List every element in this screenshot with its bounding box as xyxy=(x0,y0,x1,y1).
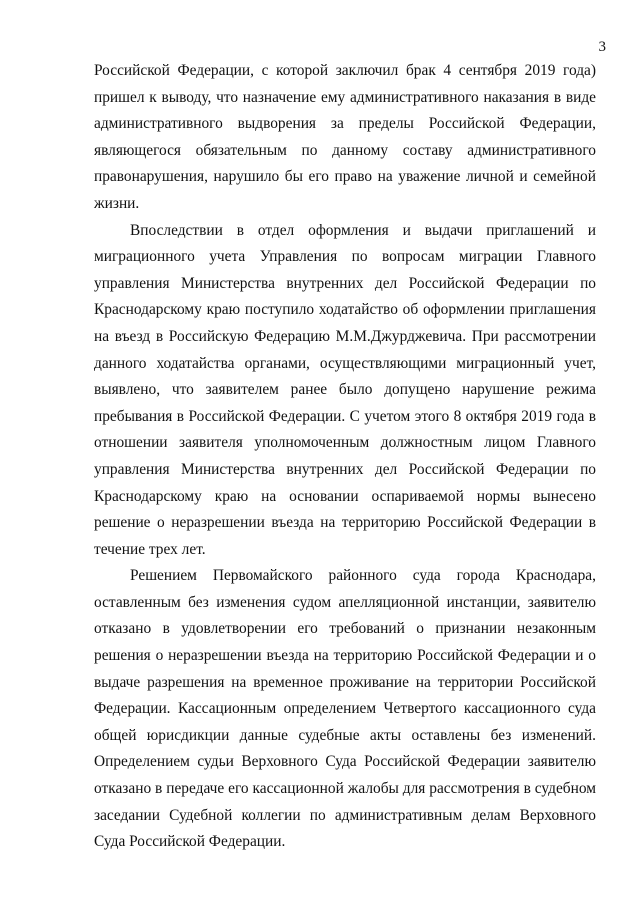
page-number: 3 xyxy=(598,39,606,55)
paragraph-entry-ban: Впоследствии в отдел оформления и выдачи приглашений и миграционного учета Управления по вопросам миграции Главного управления Министерства внутренних дел Российской Федерации по Краснодарскому краю поступило ходатайство об оформлении приглашения на въезд в Российскую Федерацию М.М.Джурджевича. При рассмотрении данного ходатайства органами, осуществляющими миграционный учет, выявлено, что заявителем ранее было допущено нарушение режима пребывания в Российской Федерации. С учетом этого 8 октября 2019 года в отношении заявителя уполномоченным должностным лицом Главного управления Министерства внутренних дел Российской Федерации по Краснодарскому краю на основании оспариваемой нормы вынесено решение о неразрешении въезда на территорию Российской Федерации в течение трех лет. xyxy=(94,221,596,558)
paragraph-court-decisions: Решением Первомайского районного суда города Краснодара, оставленным без изменения судом апелляционной инстанции, заявителю отказано в удовлетворении его требований о признании незаконным решения о неразрешении въезда на территорию Российской Федерации и о выдаче разрешения на временное проживание на территории Российской Федерации. Кассационным определением Четвертого кассационного суда общей юрисдикции данные судебные акты оставлены без изменений. Определением судьи Верховного Суда Российской Федерации заявителю отказано в передаче его кассационной жалобы для рассмотрения в судебном заседании Судебной коллегии по административным делам Верховного Суда Российской Федерации. xyxy=(94,567,596,851)
paragraph-continuation: Российской Федерации, с которой заключил брак 4 сентября 2019 года) пришел к выводу, что назначение ему административного наказания в виде административного выдворения за пределы Российской Федерации, являющегося обязательным по данному составу административного правонарушения, нарушило бы его право на уважение личной и семейной жизни. xyxy=(94,62,596,212)
document-body xyxy=(94,58,596,856)
